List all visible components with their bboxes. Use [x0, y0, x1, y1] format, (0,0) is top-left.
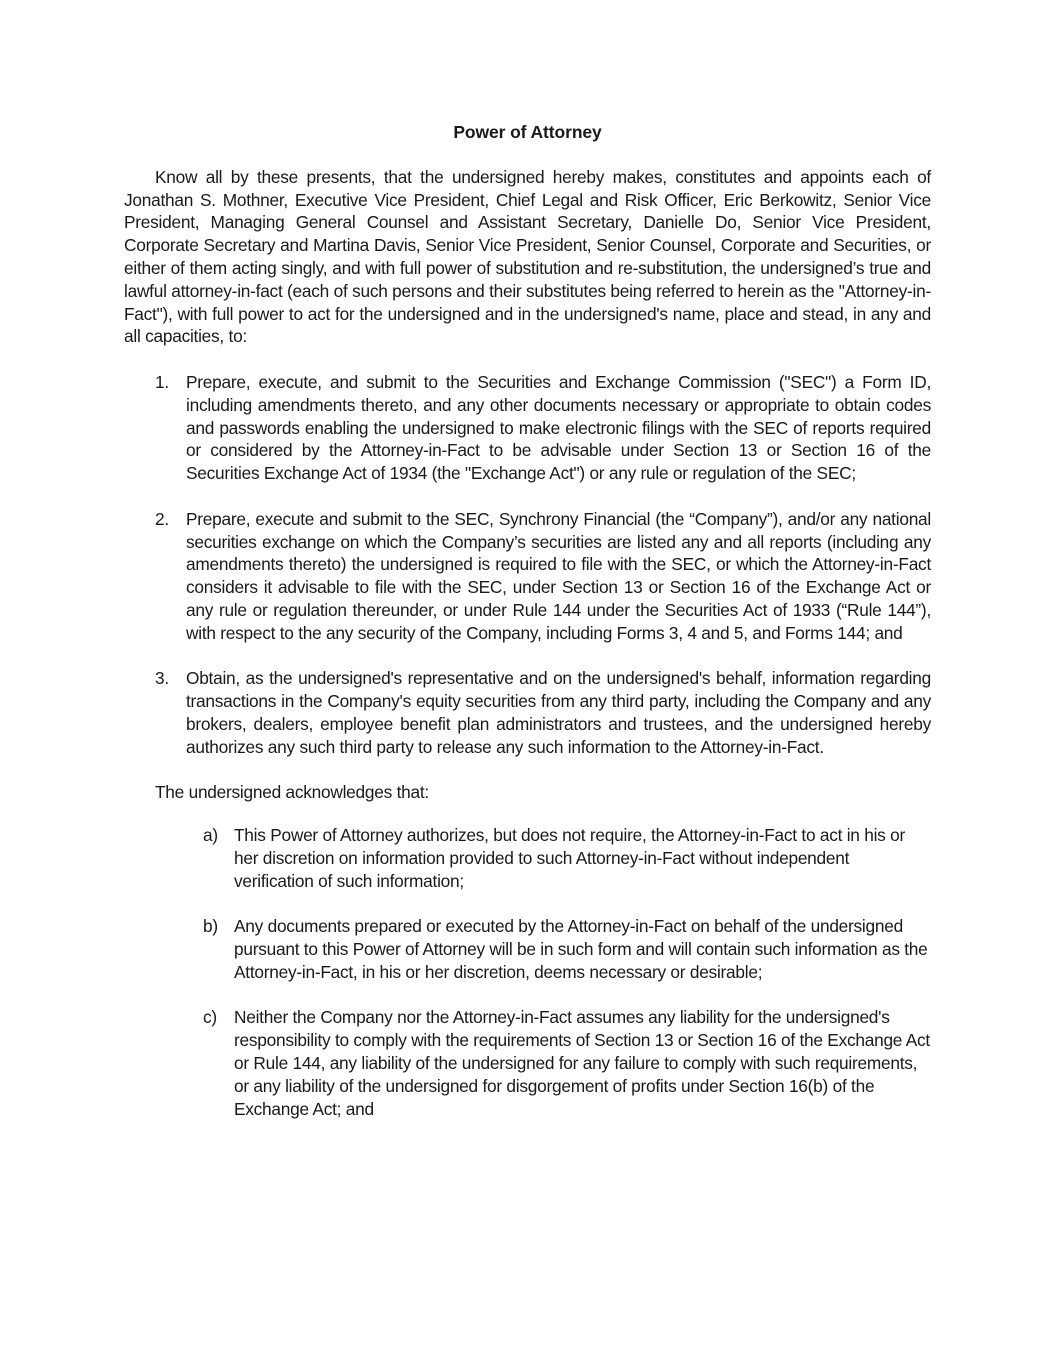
item-text: Obtain, as the undersigned's representative and on the undersigned's behalf, information regarding transactions in the Company's equity securities from any third party, including the Company and any brokers, dealers, employee benefit plan administrators and trustees, and the undersigned hereby authorizes any such third party to release any such information to the Attorney-in-Fact.	[186, 668, 931, 757]
item-letter: a)	[203, 825, 218, 846]
numbered-item	[124, 508, 931, 645]
numbered-item	[124, 371, 931, 485]
acknowledgement-heading: The undersigned acknowledges that:	[155, 782, 429, 803]
lettered-list	[124, 824, 931, 1120]
item-number: 3.	[155, 668, 169, 689]
item-text: Prepare, execute, and submit to the Securities and Exchange Commission ("SEC") a Form ID, including amendments thereto, and any other documents necessary or appropriate to obtain codes and passwords enabling the undersigned to make electronic filings with the SEC of reports required or considered by the Attorney-in-Fact to be advisable under Section 13 or Section 16 of the Securities Exchange Act of 1934 (the "Exchange Act") or any rule or regulation of the SEC;	[186, 371, 931, 484]
item-text: Neither the Company nor the Attorney-in-Fact assumes any liability for the undersigned's responsibility to comply with the requirements of Section 13 or Section 16 of the Exchange Act or Rule 144, any liability of the undersigned for any failure to comply with such requirements, or any liability of the undersigned for disgorgement of profits under Section 16(b) of the Exchange Act; and	[234, 1007, 930, 1119]
item-text: This Power of Attorney authorizes, but does not require, the Attorney-in-Fact to act in his or her discretion on information provided to such Attorney-in-Fact without independent verification of such information;	[234, 825, 905, 891]
item-text: Any documents prepared or executed by the Attorney-in-Fact on behalf of the undersigned pursuant to this Power of Attorney will be in such form and will contain such information as the Attorney-in-Fact, in his or her discretion, deems necessary or desirable;	[234, 916, 928, 982]
lettered-item	[124, 1006, 931, 1120]
item-number: 1.	[155, 371, 169, 392]
item-text: Prepare, execute and submit to the SEC, Synchrony Financial (the “Company”), and/or any national securities exchange on which the Company’s securities are listed any and all reports (including any amendments thereto) the undersigned is required to file with the SEC, or which the Attorney-in-Fact considers it advisable to file with the SEC, under Section 13 or Section 16 of the Exchange Act or any rule or regulation thereunder, or under Rule 144 under the Securities Act of 1933 (“Rule 144”), with respect to the any security of the Company, including Forms 3, 4 and 5, and Forms 144; and	[186, 508, 931, 643]
document-title: Power of Attorney	[453, 122, 602, 142]
intro-paragraph: Know all by these presents, that the undersigned hereby makes, constitutes and appoints each of Jonathan S. Mothner, Executive Vice President, Chief Legal and Risk Officer, Eric Berkowitz, Senior Vice President, Managing General Counsel and Assistant Secretary, Danielle Do, Senior Vice President, Corporate Secretary and Martina Davis, Senior Vice President, Senior Counsel, Corporate and Securities, or either of them acting singly, and with full power of substitution and re-substitution, the undersigned’s true and lawful attorney-in-fact (each of such persons and their substitutes being referred to herein as the "Attorney-in-Fact"), with full power to act for the undersigned and in the undersigned's name, place and stead, in any and all capacities, to:	[124, 166, 931, 347]
lettered-item	[124, 824, 931, 892]
item-letter: b)	[203, 916, 218, 937]
item-letter: c)	[203, 1007, 217, 1028]
document-page	[124, 121, 931, 1143]
lettered-item	[124, 915, 931, 983]
item-number: 2.	[155, 508, 169, 529]
numbered-list	[124, 371, 931, 759]
numbered-item	[124, 667, 931, 758]
